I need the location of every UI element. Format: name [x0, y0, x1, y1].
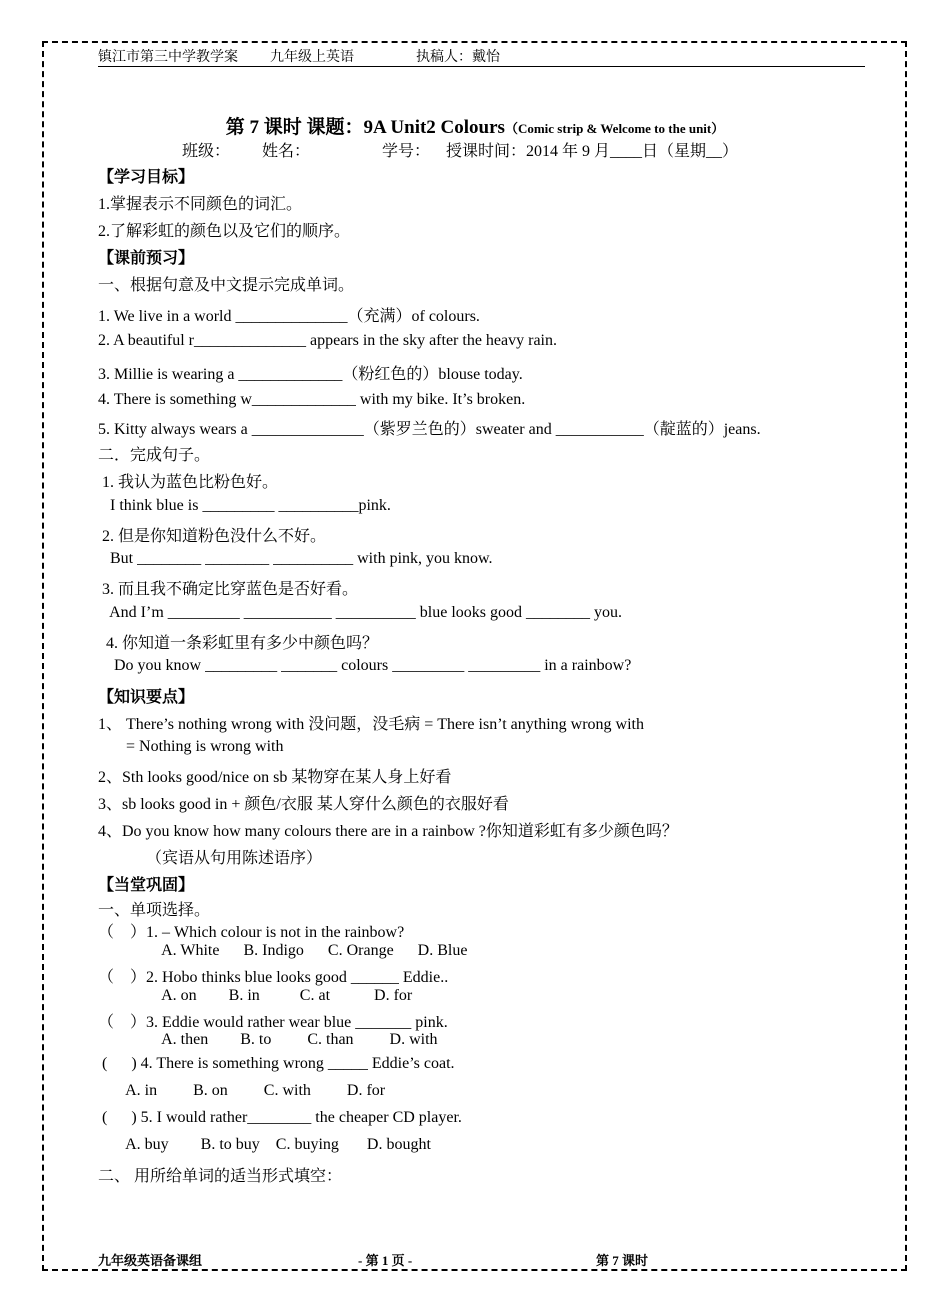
preview-question: 5. Kitty always wears a ______________（紫罗兰色的）sweater and ___________（靛蓝的）jeans. [98, 421, 761, 438]
preview-sentence-en: Do you know _________ _______ colours _________ _________ in a rainbow? [98, 657, 632, 674]
footer-group: 九年级英语备课组 [98, 1253, 203, 1268]
footer-lesson: 第 7 课时 [596, 1253, 649, 1268]
preview-sentence-en: And I’m _________ ___________ __________ blue looks good ________ you. [98, 604, 622, 621]
practice-options: A. White B. Indigo C. Orange D. Blue [98, 942, 468, 959]
knowledge-item: 1、 There’s nothing wrong with 没问题，没毛病 = There isn’t anything wrong with [98, 716, 645, 733]
practice-question: ( ) 4. There is something wrong _____ Eddie’s coat. [98, 1055, 455, 1072]
goal-item: 1.掌握表示不同颜色的词汇。 [98, 196, 303, 213]
preview-sentence-cn: 3. 而且我不确定比穿蓝色是否好看。 [98, 581, 359, 598]
page-header [98, 46, 865, 67]
practice-question: （ ）3. Eddie would rather wear blue _______ pink. [98, 1014, 448, 1031]
knowledge-item: = Nothing is wrong with [98, 738, 284, 755]
preview-sentence-cn: 2. 但是你知道粉色没什么不好。 [98, 528, 327, 545]
header-school: 镇江市第三中学教学案 [98, 50, 238, 65]
preview-question: 3. Millie is wearing a _____________（粉红色的）blouse today. [98, 366, 523, 383]
knowledge-item: 3、sb looks good in + 颜色/衣服 某人穿什么颜色的衣服好看 [98, 796, 509, 813]
preview-sentence-cn: 1. 我认为蓝色比粉色好。 [98, 474, 279, 491]
section-practice: 【当堂巩固】 [98, 877, 195, 894]
lesson-title [0, 112, 950, 139]
lesson-title-sub: （Comic strip & Welcome to the unit） [504, 121, 725, 136]
lesson-title-main: 第 7 课时 课题：9A Unit2 Colours [225, 117, 505, 138]
preview-sentence-cn: 4. 你知道一条彩虹里有多少中颜色吗？ [98, 635, 379, 652]
header-author: 执稿人：戴怡 [416, 50, 500, 65]
practice-options: A. then B. to C. than D. with [98, 1031, 438, 1048]
practice-question: （ ）1. – Which colour is not in the rainbow? [98, 924, 405, 941]
practice-question: ( ) 5. I would rather________ the cheaper CD player. [98, 1109, 462, 1126]
practice-question: （ ）2. Hobo thinks blue looks good ______ Eddie.. [98, 969, 449, 986]
section-knowledge: 【知识要点】 [98, 689, 195, 706]
section-preview: 【课前预习】 [98, 250, 195, 267]
practice-part2-title: 二、 用所给单词的适当形式填空： [98, 1168, 343, 1185]
goal-item: 2.了解彩虹的颜色以及它们的顺序。 [98, 223, 351, 240]
knowledge-item: 2、Sth looks good/nice on sb 某物穿在某人身上好看 [98, 769, 452, 786]
knowledge-item: 4、Do you know how many colours there are in a rainbow ?你知道彩虹有多少颜色吗？ [98, 823, 678, 840]
footer-page-number: - 第 1 页 - [358, 1253, 413, 1268]
preview-question: 1. We live in a world ______________（充满）of colours. [98, 308, 480, 325]
knowledge-note: （宾语从句用陈述语序） [98, 850, 323, 867]
practice-options: A. buy B. to buy C. buying D. bought [98, 1136, 431, 1153]
practice-part1-title: 一、单项选择。 [98, 902, 211, 919]
header-grade-subject: 九年级上英语 [270, 50, 354, 65]
preview-sentence-en: But ________ ________ __________ with pink, you know. [98, 550, 493, 567]
preview-part1-title: 一、根据句意及中文提示完成单词。 [98, 277, 355, 294]
practice-options: A. on B. in C. at D. for [98, 987, 413, 1004]
info-line: 班级： 姓名： 学号： 授课时间：2014 年 9 月____日（星期__） [182, 143, 739, 160]
preview-part2-title: 二．完成句子。 [98, 447, 211, 464]
preview-question: 2. A beautiful r______________ appears in the sky after the heavy rain. [98, 332, 557, 349]
practice-options: A. in B. on C. with D. for [98, 1082, 386, 1099]
preview-sentence-en: I think blue is _________ __________pink. [98, 497, 391, 514]
section-goals: 【学习目标】 [98, 169, 195, 186]
preview-question: 4. There is something w_____________ with my bike. It’s broken. [98, 391, 526, 408]
